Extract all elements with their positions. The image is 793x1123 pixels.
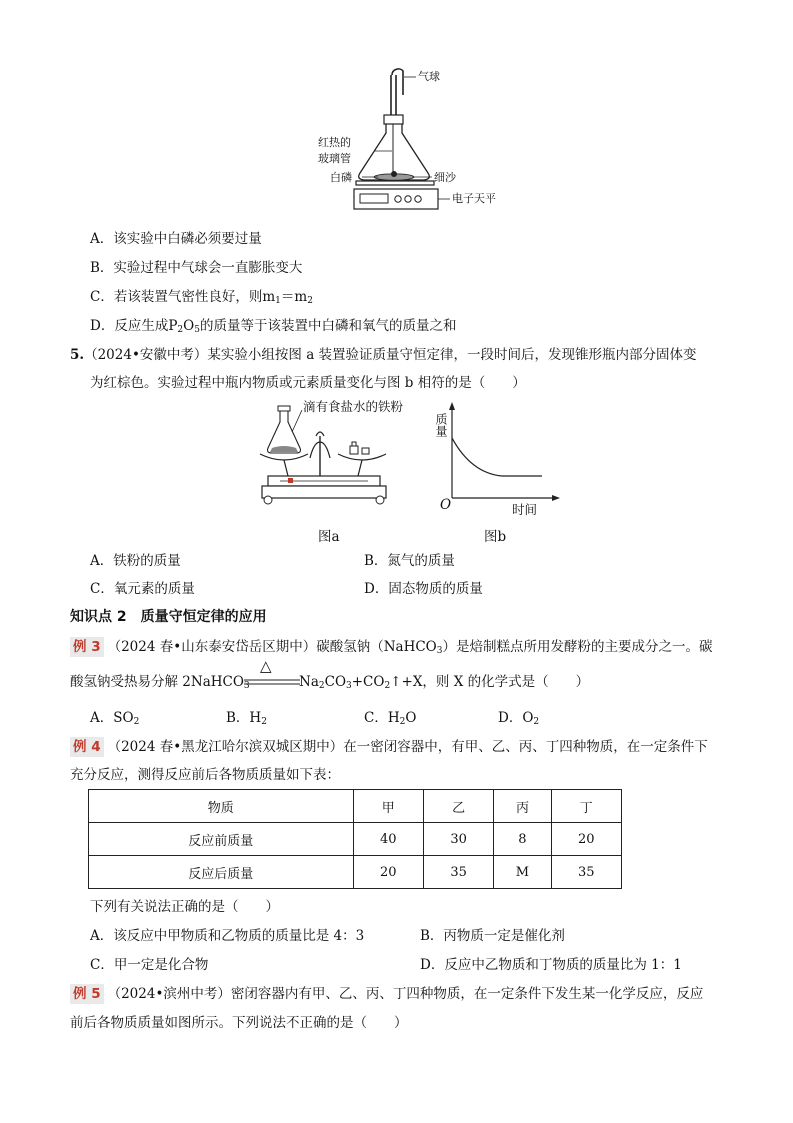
ex3-option-d: D．$O_2$ — [498, 710, 540, 727]
ex4-mass-table — [88, 789, 622, 889]
q4-option-b: B．实验过程中气球会一直膨胀变大 — [90, 260, 303, 276]
figure-b-caption: 图b — [484, 529, 507, 545]
ex4-option-d: D．反应中乙物质和丁物质的质量比为 1：1 — [420, 957, 682, 973]
section-heading: 知识点 2 质量守恒定律的应用 — [70, 609, 267, 625]
table-cell: 20 — [551, 823, 621, 856]
ex4-option-b: B．丙物质一定是催化剂 — [420, 928, 565, 944]
ex4-option-a: A．该反应中甲物质和乙物质的质量比是 4：3 — [90, 928, 365, 944]
figure-a-caption: 图a — [318, 529, 340, 545]
table-cell: 35 — [423, 856, 493, 889]
ex3-line-1: 例 3 （2024 春•山东泰安岱岳区期中）碳酸氢钠（NaHCO$_3$）是焙制糕点所用发酵粉的主要成分之一。碳 — [70, 637, 712, 657]
ex3-option-c: C．$H_2O$ — [364, 710, 417, 727]
label-fine-sand: 细沙 — [434, 171, 456, 184]
ex4-line-1: 例 4 （2024 春•黑龙江哈尔滨双城区期中）在一密闭容器中，有甲、乙、丙、丁四种物质，在一定条件下 — [70, 737, 708, 757]
figure-b-graph — [430, 400, 560, 510]
ex3-option-a: A．$SO_2$ — [90, 710, 140, 727]
q5-option-a: A．铁粉的质量 — [90, 553, 181, 569]
table-cell: M — [494, 856, 551, 889]
table-cell: 8 — [494, 823, 551, 856]
q5-line-2: 为红棕色。实验过程中瓶内物质或元素质量变化与图 b 相符的是（ ） — [90, 375, 526, 391]
table-header-cell: 丁 — [551, 790, 621, 823]
q5-option-b: B．氮气的质量 — [364, 553, 455, 569]
ex3-badge: 例 3 — [70, 637, 104, 657]
label-white-phosphorus: 白磷 — [330, 171, 352, 184]
q4-option-d: D．反应生成$P_2O_5$的质量等于该装置中白磷和氧气的质量之和 — [90, 318, 457, 335]
decay-curve — [452, 438, 542, 476]
figure-b-origin: O — [440, 497, 452, 513]
q4-option-a: A．该实验中白磷必须要过量 — [90, 231, 262, 247]
table-cell: 反应后质量 — [89, 856, 354, 889]
label-balloon: 气球 — [418, 70, 440, 83]
table-row — [89, 856, 622, 889]
figure-b-y-label: 质量 — [434, 413, 448, 437]
ex3-equation-right: $Na_2CO_3+CO_2↑+X$，则 X 的化学式是（ ） — [299, 674, 590, 691]
ex5-line-2: 前后各物质质量如图所示。下列说法不正确的是（ ） — [70, 1015, 408, 1031]
q4-option-c: C．若该装置气密性良好，则$m_1=m_2$ — [90, 289, 313, 306]
ex4-line-2: 充分反应，测得反应前后各物质质量如下表： — [70, 767, 340, 783]
ex4-option-c: C．甲一定是化合物 — [90, 957, 209, 973]
table-header-row — [89, 790, 622, 823]
figure-a-label-iron-powder: 滴有食盐水的铁粉 — [303, 399, 404, 414]
table-cell: 反应前质量 — [89, 823, 354, 856]
table-header-cell: 物质 — [89, 790, 354, 823]
ex3-option-b: B．$H_2$ — [226, 710, 267, 727]
table-cell: 20 — [353, 856, 423, 889]
figure-b-x-label: 时间 — [512, 502, 538, 517]
q5-option-d: D．固态物质的质量 — [364, 581, 483, 597]
ex4-question: 下列有关说法正确的是（ ） — [90, 899, 279, 915]
ex3-triangle-condition: △ — [260, 657, 272, 675]
table-header-cell: 丙 — [494, 790, 551, 823]
label-hot-tube-1: 红热的 — [318, 136, 351, 149]
ex4-badge: 例 4 — [70, 737, 104, 757]
table-row — [89, 823, 622, 856]
table-header-cell: 乙 — [423, 790, 493, 823]
label-hot-tube-2: 玻璃管 — [318, 152, 351, 165]
table-cell: 35 — [551, 856, 621, 889]
q5-option-c: C．氧元素的质量 — [90, 581, 195, 597]
ex5-line-1: 例 5 （2024•滨州中考）密闭容器内有甲、乙、丙、丁四种物质，在一定条件下发生某一化学反应，反应 — [70, 984, 703, 1004]
ex3-equals-sign — [244, 679, 300, 687]
ex5-badge: 例 5 — [70, 984, 104, 1004]
ex3-equation-left: 酸氢钠受热易分解 2NaHCO$_3$ — [70, 674, 250, 691]
table-cell: 30 — [423, 823, 493, 856]
table-cell: 40 — [353, 823, 423, 856]
label-electronic-balance: 电子天平 — [452, 192, 496, 205]
q5-line-1: 5.（2024•安徽中考）某实验小组按图 a 装置验证质量守恒定律，一段时间后，发现锥形瓶内部分固体变 — [70, 347, 697, 363]
table-header-cell: 甲 — [353, 790, 423, 823]
